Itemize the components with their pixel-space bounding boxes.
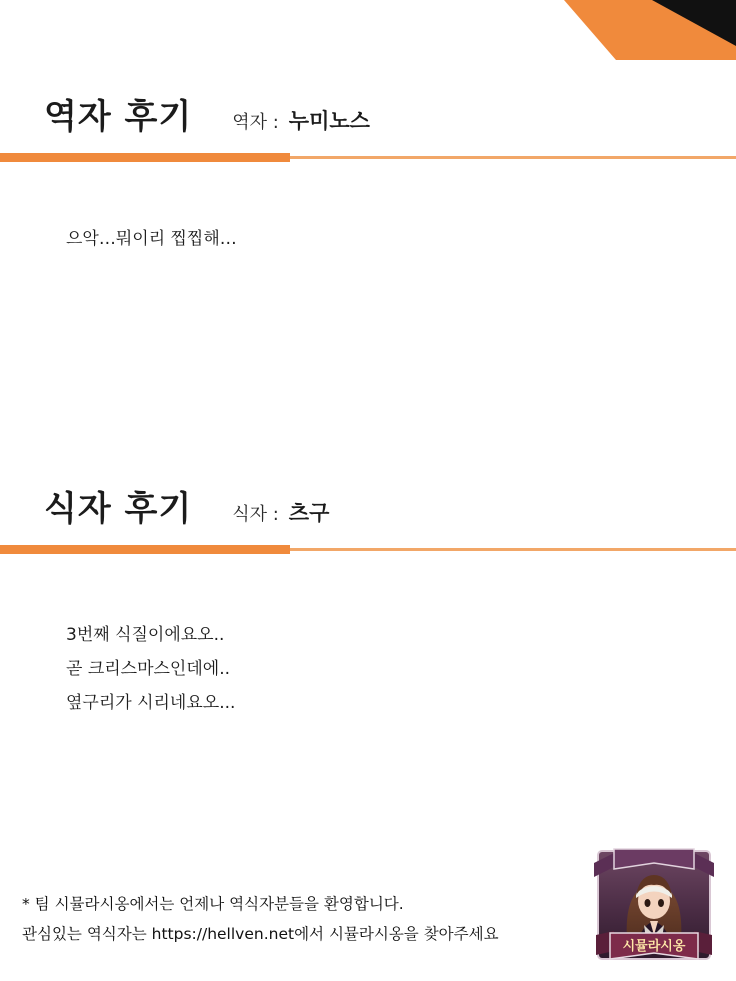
page-title-translator: 역자 후기 [44,97,193,137]
translator-credit [232,105,370,135]
translator-divider [0,153,736,163]
typesetter-section [0,489,736,555]
orange-diagonal-shape [564,0,616,60]
typesetter-credit [232,497,329,527]
top-corner-decoration [0,0,736,60]
typesetter-note-line: 옆구리가 시리네요오... [66,693,236,713]
typesetter-note-line: 3번째 식질이에요오.. [66,625,225,645]
translator-body [0,222,736,256]
typesetter-header [0,489,736,529]
typesetter-body [0,618,736,720]
typesetter-divider [0,545,736,555]
typesetter-note-line: 곧 크리스마스인데에.. [66,659,231,679]
typesetter-role-label: 식자 : [232,504,279,525]
translator-note-line: 으악…뭐이리 찝찝해… [66,229,237,249]
page-title-typesetter: 식자 후기 [44,489,193,529]
black-corner-triangle [652,0,736,46]
team-logo [584,835,724,969]
logo-text: 시뮬라시옹 [622,939,686,954]
divider-thin-segment [290,156,736,159]
divider-thick-segment [0,153,290,162]
translator-role-label: 역자 : [232,112,279,133]
divider-thin-segment [290,548,736,551]
translator-header [0,97,736,137]
typesetter-name: 츠구 [288,501,330,525]
footer-line-1: * 팀 시뮬라시옹에서는 언제나 역식자분들을 환영합니다. [22,895,404,913]
divider-thick-segment [0,545,290,554]
translator-section [0,97,736,163]
footer-notice [22,889,582,949]
translator-name: 누미노스 [288,109,370,133]
footer-line-2: 관심있는 역식자는 https://hellven.net에서 시뮬라시옹을 찾아주세요 [22,925,499,943]
